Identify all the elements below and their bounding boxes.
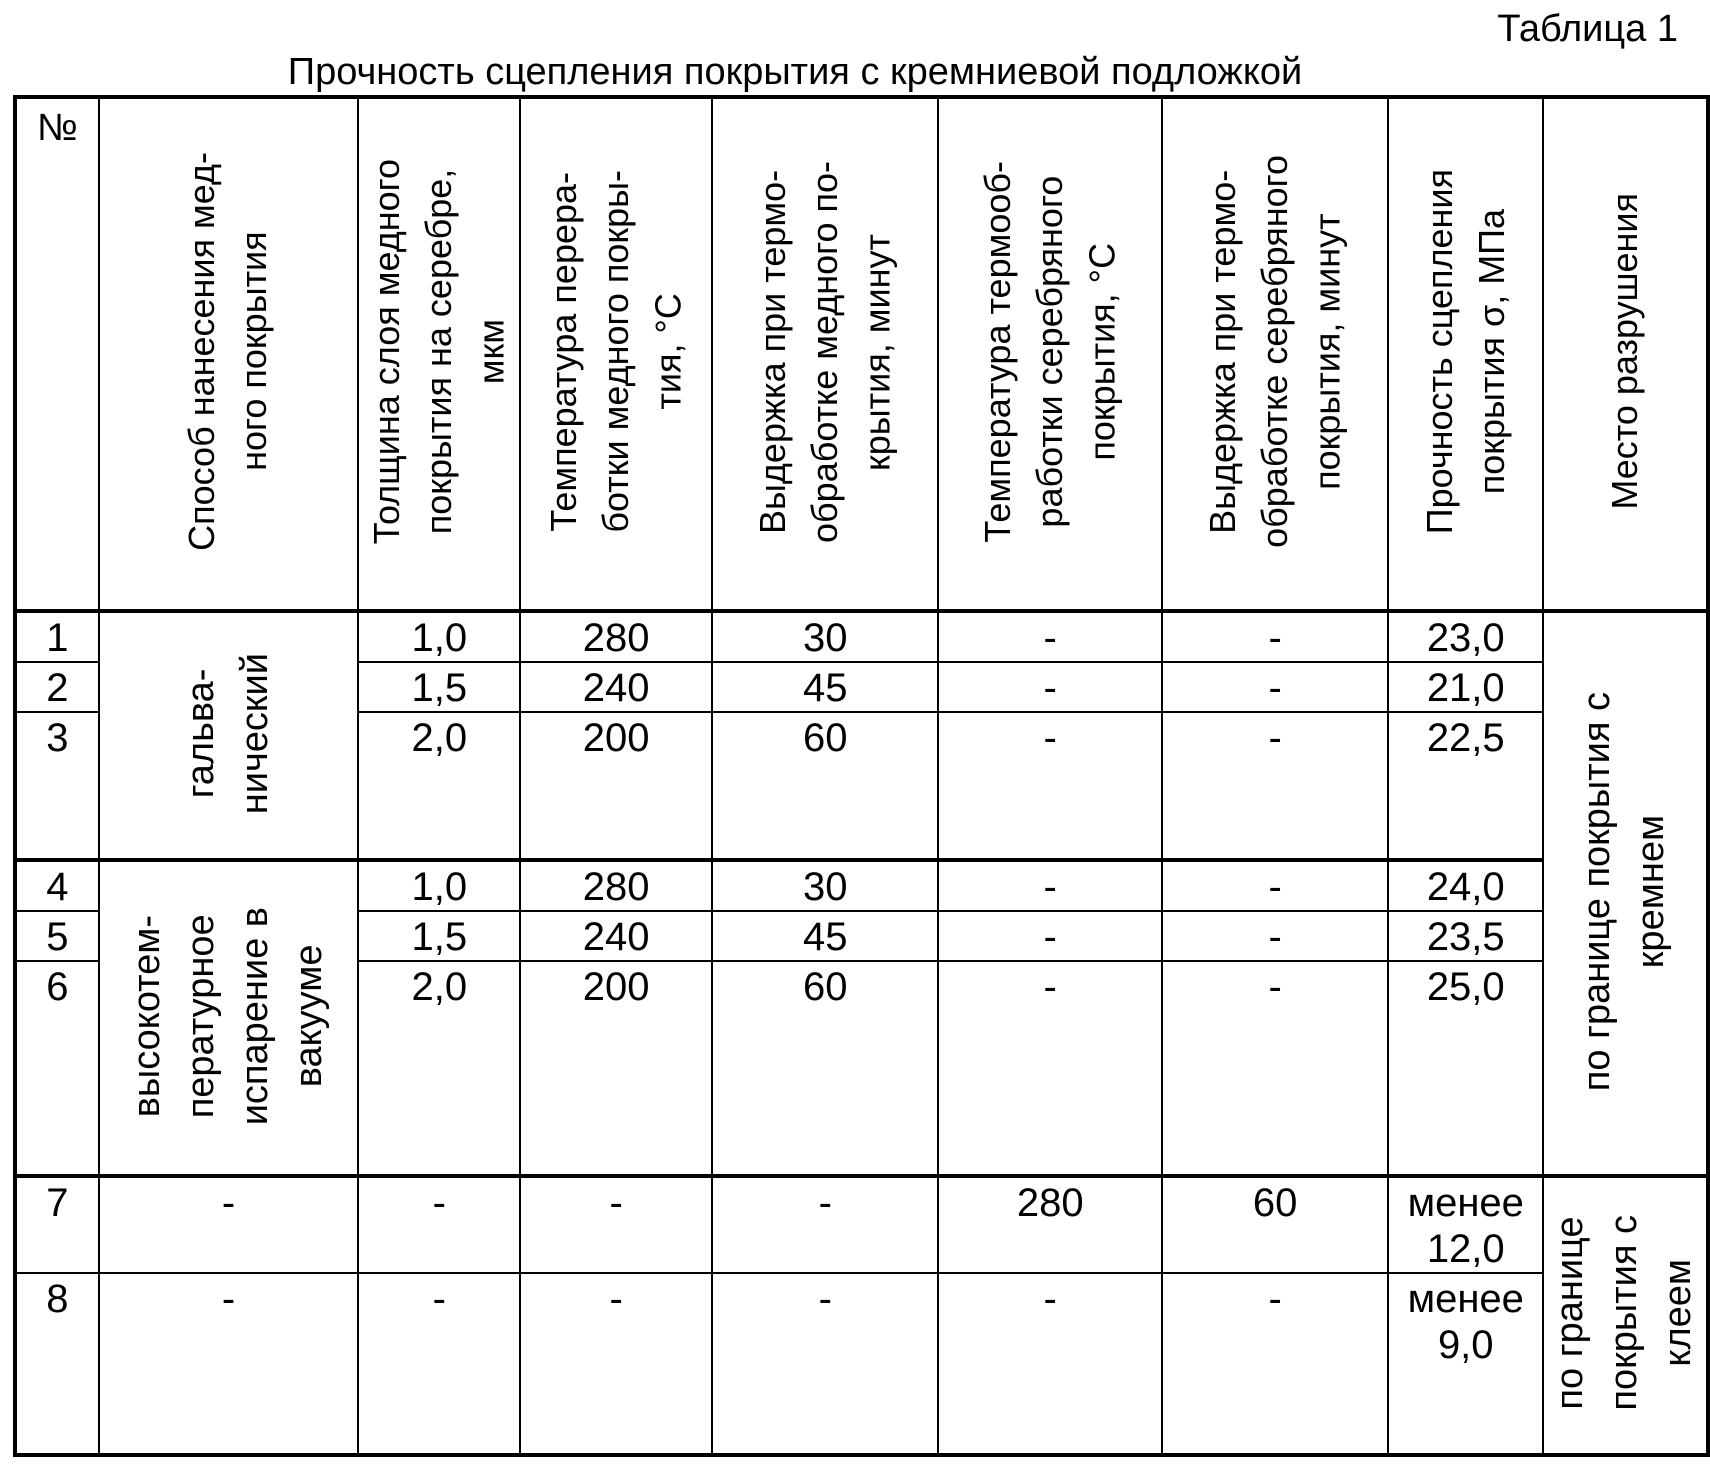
col-header-cu-temp xyxy=(520,97,712,611)
col-header-thickness xyxy=(358,97,520,611)
cell-ag-time: - xyxy=(1162,860,1388,911)
col-header-method-text: Способ нанесения мед- ного покрытия xyxy=(181,152,275,552)
cell-ag-temp: - xyxy=(938,662,1161,712)
col-header-failure-text: Место разрушения xyxy=(1603,193,1645,511)
cell-num: 5 xyxy=(15,911,99,961)
cell-ag-time: - xyxy=(1162,911,1388,961)
cell-thickness: 1,5 xyxy=(358,662,520,712)
col-header-cu-time xyxy=(712,97,938,611)
failure-group-1-6-text: по границе покрытия с кремнем xyxy=(1576,691,1673,1091)
table-row-4 xyxy=(15,860,1708,911)
cell-strength: 25,0 xyxy=(1388,961,1543,1176)
cell-num: 4 xyxy=(15,860,99,911)
cell-num: 8 xyxy=(15,1273,99,1455)
cell-cu-time: 30 xyxy=(712,611,938,662)
table-row-1 xyxy=(15,611,1708,662)
cell-thickness: 1,0 xyxy=(358,611,520,662)
cell-method: - xyxy=(99,1273,359,1455)
cell-method-group-1-3 xyxy=(99,611,359,860)
col-header-method xyxy=(99,97,359,611)
cell-ag-time: - xyxy=(1162,961,1388,1176)
method-group-1-3-text: гальва- нический xyxy=(179,652,276,814)
cell-thickness: 1,0 xyxy=(358,860,520,911)
cell-strength: 24,0 xyxy=(1388,860,1543,911)
cell-num: 1 xyxy=(15,611,99,662)
table-row-8 xyxy=(15,1273,1708,1455)
cell-method: - xyxy=(99,1176,359,1273)
cell-failure-group-7-8 xyxy=(1543,1176,1708,1455)
cell-num: 2 xyxy=(15,662,99,712)
cell-ag-temp: - xyxy=(938,961,1161,1176)
cell-cu-temp: - xyxy=(520,1176,712,1273)
cell-ag-temp: - xyxy=(938,712,1161,860)
cell-ag-time: - xyxy=(1162,611,1388,662)
failure-group-7-8-text: по границе покрытия с клеем xyxy=(1549,1215,1700,1412)
col-header-strength-text: Прочность сцепления покрытия σ, МПа xyxy=(1418,169,1512,535)
cell-strength: 22,5 xyxy=(1388,712,1543,860)
cell-cu-temp: 200 xyxy=(520,712,712,860)
adhesion-strength-table xyxy=(13,95,1710,1457)
cell-strength: 23,0 xyxy=(1388,611,1543,662)
cell-ag-time: - xyxy=(1162,1273,1388,1455)
cell-strength: 23,5 xyxy=(1388,911,1543,961)
cell-thickness: 2,0 xyxy=(358,712,520,860)
cell-cu-temp: 240 xyxy=(520,662,712,712)
col-header-ag-time-text: Выдержка при термо- обработке серебряного покрытия, минут xyxy=(1201,155,1348,549)
cell-thickness: 1,5 xyxy=(358,911,520,961)
cell-thickness: - xyxy=(358,1273,520,1455)
cell-ag-temp: - xyxy=(938,911,1161,961)
col-header-thickness-text: Толщина слоя медного покрытия на серебре, мкм xyxy=(366,159,512,545)
cell-cu-time: - xyxy=(712,1273,938,1455)
cell-cu-temp: 240 xyxy=(520,911,712,961)
cell-cu-temp: 280 xyxy=(520,611,712,662)
col-header-ag-time xyxy=(1162,97,1388,611)
cell-cu-temp: 280 xyxy=(520,860,712,911)
cell-strength: 21,0 xyxy=(1388,662,1543,712)
col-header-cu-temp-text: Температура перера- ботки медного покры- тия, °С xyxy=(542,170,689,534)
cell-cu-time: 45 xyxy=(712,662,938,712)
cell-cu-temp: 200 xyxy=(520,961,712,1176)
cell-strength: менее 9,0 xyxy=(1388,1273,1543,1455)
cell-failure-group-1-6 xyxy=(1543,611,1708,1176)
table-number-label: Таблица 1 xyxy=(1497,8,1678,50)
method-group-4-6-text: высокотем- пературное испарение в вакууме xyxy=(125,906,330,1125)
col-header-strength xyxy=(1388,97,1543,611)
cell-ag-temp: 280 xyxy=(938,1176,1161,1273)
cell-strength: менее 12,0 xyxy=(1388,1176,1543,1273)
cell-num: 6 xyxy=(15,961,99,1176)
cell-thickness: - xyxy=(358,1176,520,1273)
col-header-cu-time-text: Выдержка при термо- обработке медного по- крытия, минут xyxy=(751,160,898,543)
cell-ag-time: - xyxy=(1162,712,1388,860)
col-header-ag-temp-text: Температура термооб- работки серебряного покрытия, °С xyxy=(976,160,1123,543)
col-header-ag-temp xyxy=(938,97,1161,611)
cell-num: 3 xyxy=(15,712,99,860)
cell-ag-temp: - xyxy=(938,1273,1161,1455)
cell-ag-temp: - xyxy=(938,611,1161,662)
header-row xyxy=(15,97,1708,611)
cell-ag-temp: - xyxy=(938,860,1161,911)
cell-cu-time: 30 xyxy=(712,860,938,911)
col-header-num: № xyxy=(15,97,99,611)
table-row-7 xyxy=(15,1176,1708,1273)
cell-cu-time: 45 xyxy=(712,911,938,961)
cell-ag-time: 60 xyxy=(1162,1176,1388,1273)
cell-cu-temp: - xyxy=(520,1273,712,1455)
cell-thickness: 2,0 xyxy=(358,961,520,1176)
cell-cu-time: 60 xyxy=(712,712,938,860)
cell-method-group-4-6 xyxy=(99,860,359,1176)
cell-cu-time: - xyxy=(712,1176,938,1273)
col-header-failure xyxy=(1543,97,1708,611)
cell-ag-time: - xyxy=(1162,662,1388,712)
cell-num: 7 xyxy=(15,1176,99,1273)
table-caption: Прочность сцепления покрытия с кремниевой подложкой xyxy=(287,50,1303,93)
cell-cu-time: 60 xyxy=(712,961,938,1176)
